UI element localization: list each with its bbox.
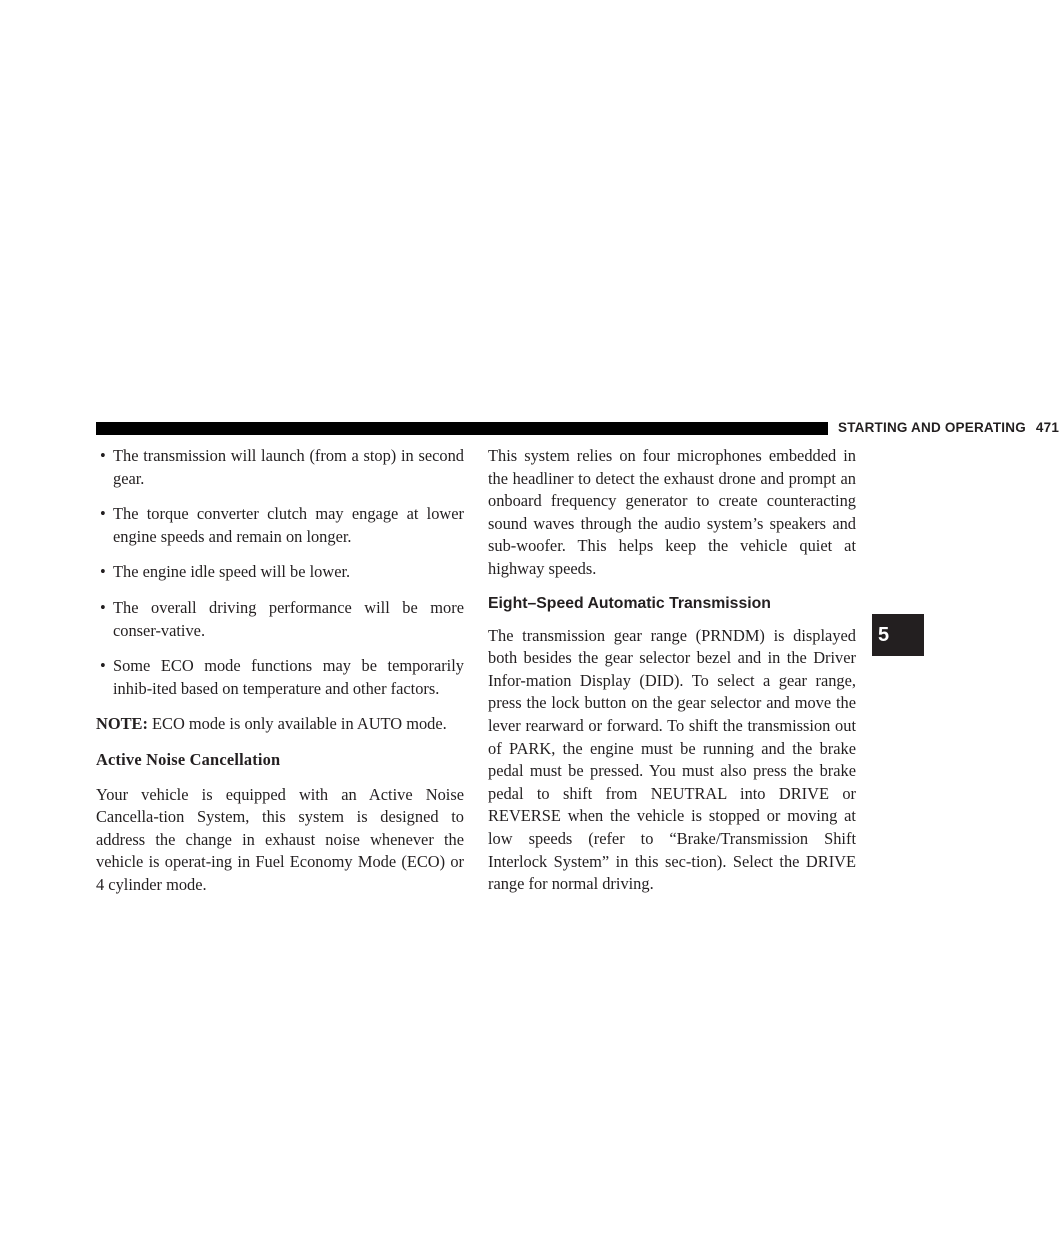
list-item: [96, 655, 464, 700]
running-header: [838, 418, 1059, 438]
note-text: ECO mode is only available in AUTO mode.: [147, 714, 447, 734]
note: [96, 713, 464, 736]
list-item: [96, 503, 464, 548]
microphones-paragraph: This system relies on four microphones embedded in the headliner to detect the exhaust drone and prompt an onboard frequency generator to create counteracting sound waves through the audio system’s speakers and sub-woofer. This helps keep the vehicle quiet at highway speeds.: [488, 446, 856, 578]
list-item-text: The engine idle speed will be lower.: [113, 562, 351, 582]
active-noise-cancellation-heading: Active Noise Cancellation: [96, 749, 281, 769]
note-label: NOTE:: [96, 714, 148, 734]
list-item-text: Some ECO mode functions may be temporarily inhib-ited based on temperature and other factors.: [113, 656, 464, 698]
list-item: [96, 445, 464, 490]
list-item-text: The torque converter clutch may engage at lower engine speeds and remain on longer.: [113, 504, 464, 546]
list-item: [96, 597, 464, 642]
page-number: 471: [1035, 420, 1059, 435]
list-item: [96, 561, 464, 584]
header-rule: [96, 422, 828, 435]
transmission-heading: Eight–Speed Automatic Transmission: [488, 594, 771, 612]
bullet-icon: •: [100, 656, 106, 676]
right-column: [488, 445, 856, 896]
left-column: [96, 445, 464, 897]
chapter-tab: 5: [872, 614, 924, 656]
list-item-text: The transmission will launch (from a stop) in second gear.: [113, 446, 464, 488]
section-title: STARTING AND OPERATING: [838, 420, 1026, 435]
active-noise-cancellation-paragraph: Your vehicle is equipped with an Active Noise Cancella-tion System, this system is designed to address the change in exhaust noise whenever the vehicle is operat-ing in Fuel Economy Mode (ECO) or 4 cylinder mode.: [96, 784, 464, 894]
transmission-paragraph: The transmission gear range (PRNDM) is displayed both besides the gear selector bezel and in the Driver Infor-mation Display (DID). To select a gear range, press the lock button on the gear selector and move the lever rearward or forward. To shift the transmission out of PARK, the engine must be running and the brake pedal must be pressed. You must also press the brake pedal to shift from NEUTRAL into DRIVE or REVERSE when the vehicle is stopped or moving at low speeds (refer to “Brake/Transmission Shift Interlock System” in this sec-tion). Select the DRIVE range for normal driving.: [488, 625, 856, 894]
bullet-icon: •: [100, 504, 106, 524]
bullet-icon: •: [100, 562, 106, 582]
bullet-icon: •: [100, 446, 106, 465]
list-item-text: The overall driving performance will be more conser-vative.: [113, 597, 464, 640]
bullet-icon: •: [100, 597, 106, 617]
eco-mode-list: [96, 445, 464, 700]
